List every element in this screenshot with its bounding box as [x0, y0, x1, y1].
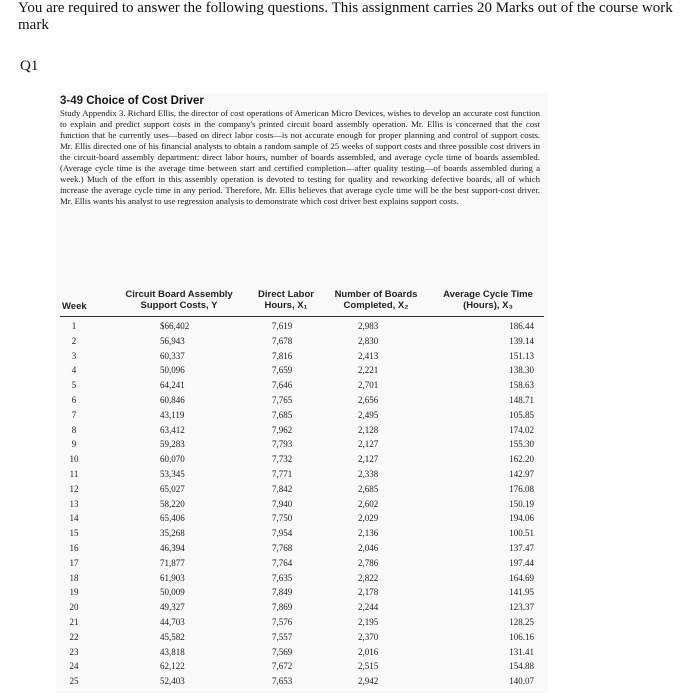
cell-average-cycle-time: 100.51	[509, 528, 534, 539]
cell-average-cycle-time: 142.97	[509, 468, 534, 479]
cell-average-cycle-time: 162.20	[509, 454, 534, 465]
cell-boards-completed: 2,127	[358, 439, 379, 450]
cell-support-costs: $66,402	[160, 321, 190, 331]
cell-boards-completed: 2,029	[358, 513, 379, 524]
header-average-cycle-time: Average Cycle Time (Hours), X₃	[443, 289, 533, 311]
cell-week: 7	[71, 409, 77, 420]
cell-support-costs: 43,818	[160, 646, 185, 657]
cell-support-costs: 60,337	[160, 350, 185, 361]
table-row	[56, 408, 548, 423]
cell-average-cycle-time: 148.71	[509, 394, 534, 405]
question-label: Q1	[20, 58, 39, 74]
cell-week: 4	[71, 365, 77, 376]
cell-direct-labor-hours: 7,653	[272, 676, 293, 687]
table-row	[56, 363, 548, 378]
table-row	[56, 497, 548, 512]
cell-boards-completed: 2,370	[358, 631, 379, 642]
cell-week: 15	[69, 528, 79, 539]
cell-support-costs: 50,096	[160, 365, 185, 376]
cell-week: 16	[69, 542, 79, 553]
cell-week: 10	[69, 454, 79, 465]
cell-direct-labor-hours: 7,771	[272, 468, 293, 479]
cell-direct-labor-hours: 7,869	[272, 602, 293, 613]
cell-direct-labor-hours: 7,842	[272, 483, 293, 494]
cell-average-cycle-time: 151.13	[509, 350, 534, 361]
cell-direct-labor-hours: 7,962	[272, 424, 293, 435]
problem-number: 3-49	[60, 95, 84, 107]
cell-week: 22	[69, 631, 79, 642]
cell-boards-completed: 2,656	[358, 394, 379, 405]
cell-average-cycle-time: 106.16	[509, 631, 534, 642]
cell-support-costs: 45,582	[160, 631, 185, 642]
cell-direct-labor-hours: 7,765	[272, 394, 293, 405]
header-support-costs: Circuit Board Assembly Support Costs, Y	[125, 289, 233, 311]
table-row	[56, 585, 548, 600]
cell-average-cycle-time: 154.88	[509, 661, 534, 672]
cell-support-costs: 60,070	[160, 454, 185, 465]
cell-boards-completed: 2,016	[358, 646, 379, 657]
cell-boards-completed: 2,338	[358, 468, 379, 479]
cell-support-costs: 62,122	[160, 661, 185, 672]
cell-support-costs: 52,403	[160, 676, 185, 687]
cell-week: 20	[69, 602, 79, 613]
cell-direct-labor-hours: 7,940	[272, 498, 293, 509]
cell-week: 19	[69, 587, 79, 598]
table-row	[56, 600, 548, 615]
cell-average-cycle-time: 186.44	[509, 321, 534, 331]
table-row	[56, 378, 548, 393]
cell-boards-completed: 2,786	[358, 557, 379, 568]
cell-support-costs: 53,345	[160, 468, 185, 479]
cell-week: 17	[69, 557, 79, 568]
cell-direct-labor-hours: 7,672	[272, 661, 293, 672]
table-row	[56, 511, 548, 526]
problem-scan	[56, 93, 548, 693]
cell-direct-labor-hours: 7,764	[272, 557, 293, 568]
cell-boards-completed: 2,178	[358, 587, 379, 598]
cell-direct-labor-hours: 7,659	[272, 365, 293, 376]
cell-week: 21	[69, 616, 79, 627]
cell-boards-completed: 2,128	[358, 424, 379, 435]
header-boards-completed: Number of Boards Completed, X₂	[334, 289, 418, 311]
table-body	[56, 319, 548, 689]
table-row	[56, 659, 548, 674]
cell-week: 3	[71, 350, 77, 361]
cell-support-costs: 49,327	[160, 602, 185, 613]
cell-support-costs: 56,943	[160, 335, 185, 346]
table-row	[56, 556, 548, 571]
cell-week: 9	[71, 439, 77, 450]
cell-boards-completed: 2,413	[358, 350, 379, 361]
cell-boards-completed: 2,046	[358, 542, 379, 553]
cell-average-cycle-time: 105.85	[509, 409, 534, 420]
cell-week: 5	[71, 380, 77, 391]
cell-support-costs: 58,220	[160, 498, 185, 509]
table-row	[56, 541, 548, 556]
cell-boards-completed: 2,942	[358, 676, 379, 687]
cell-average-cycle-time: 138.30	[509, 365, 534, 376]
table-row	[56, 674, 548, 689]
cell-average-cycle-time: 194.06	[509, 513, 534, 524]
cell-average-cycle-time: 158.63	[509, 380, 534, 391]
cell-boards-completed: 2,701	[358, 380, 379, 391]
assignment-instructions: You are required to answer the following questions. This assignment carries 20 Marks out of the course work mark	[18, 0, 673, 33]
cell-direct-labor-hours: 7,646	[272, 380, 293, 391]
cell-week: 8	[71, 424, 77, 435]
cell-direct-labor-hours: 7,576	[272, 616, 293, 627]
cell-average-cycle-time: 128.25	[509, 616, 534, 627]
cell-boards-completed: 2,983	[358, 321, 379, 331]
cell-average-cycle-time: 137.47	[509, 542, 534, 553]
cell-support-costs: 44,703	[160, 616, 185, 627]
cell-direct-labor-hours: 7,685	[272, 409, 293, 420]
cell-week: 23	[69, 646, 79, 657]
cell-support-costs: 65,027	[160, 483, 185, 494]
cell-direct-labor-hours: 7,557	[272, 631, 293, 642]
table-row	[56, 482, 548, 497]
table-row	[56, 349, 548, 364]
cell-average-cycle-time: 164.69	[509, 572, 534, 583]
cell-average-cycle-time: 140.07	[509, 676, 534, 687]
cell-direct-labor-hours: 7,635	[272, 572, 293, 583]
cell-average-cycle-time: 197.44	[509, 557, 534, 568]
cell-week: 13	[69, 498, 79, 509]
cell-boards-completed: 2,244	[358, 602, 379, 613]
cell-average-cycle-time: 139.14	[509, 335, 534, 346]
cell-boards-completed: 2,830	[358, 335, 379, 346]
cell-average-cycle-time: 150.19	[509, 498, 534, 509]
cell-boards-completed: 2,221	[358, 365, 379, 376]
cell-support-costs: 50,009	[160, 587, 185, 598]
cell-support-costs: 46,394	[160, 542, 185, 553]
cell-direct-labor-hours: 7,816	[272, 350, 293, 361]
cell-average-cycle-time: 141.95	[509, 587, 534, 598]
cell-boards-completed: 2,495	[358, 409, 379, 420]
cell-support-costs: 35,268	[160, 528, 185, 539]
table-row	[56, 645, 548, 660]
cell-week: 18	[69, 572, 79, 583]
cell-direct-labor-hours: 7,954	[272, 528, 293, 539]
cell-average-cycle-time: 123.37	[509, 602, 534, 613]
cell-boards-completed: 2,822	[358, 572, 379, 583]
cell-direct-labor-hours: 7,678	[272, 335, 293, 346]
cell-week: 12	[69, 483, 79, 494]
cell-direct-labor-hours: 7,619	[272, 321, 293, 331]
cell-week: 6	[71, 394, 77, 405]
cell-support-costs: 64,241	[160, 380, 185, 391]
cell-boards-completed: 2,136	[358, 528, 379, 539]
cell-week: 24	[69, 661, 79, 672]
cell-week: 1	[71, 321, 77, 331]
problem-title-text: Choice of Cost Driver	[86, 95, 204, 107]
cell-week: 14	[69, 513, 79, 524]
cell-boards-completed: 2,602	[358, 498, 379, 509]
table-row	[56, 452, 548, 467]
header-direct-labor-hours: Direct Labor Hours, X₁	[258, 289, 314, 311]
cell-average-cycle-time: 131.41	[509, 646, 534, 657]
problem-body: Study Appendix 3. Richard Ellis, the director of cost operations of American Micro Devices, wishes to develop an accurate cost function to explain and predict support costs in the company's printed circuit board assembly operation. Mr. Ellis is concerned that the cost function that he currently uses—based on direct labor costs—is not accurate enough for proper planning and control of support costs. Mr. Ellis directed one of his financial analysts to obtain a random sample of 25 weeks of support costs and three possible cost drivers in the circuit-board assembly department: direct labor hours, number of boards assembled, and average cycle time of boards assembled. (Average cycle time is the average time between start and certified completion—after quality testing—of boards assembled during a week.) Much of the effort in this assembly operation is devoted to testing for quality and reworking defective boards, all of which increase the average cycle time in any period. Therefore, Mr. Ellis believes that average cycle time will be the best support-cost driver. Mr. Ellis wants his analyst to use regression analysis to demonstrate which cost driver best explains support costs.	[60, 108, 540, 206]
cell-average-cycle-time: 155.30	[509, 439, 534, 450]
cell-support-costs: 43,119	[160, 409, 185, 420]
cell-direct-labor-hours: 7,768	[272, 542, 293, 553]
cell-boards-completed: 2,195	[358, 616, 379, 627]
table-row	[56, 437, 548, 452]
cell-support-costs: 71,877	[160, 557, 185, 568]
cell-support-costs: 61,903	[160, 572, 185, 583]
table-row	[56, 571, 548, 586]
cell-boards-completed: 2,515	[358, 661, 379, 672]
problem-title	[60, 95, 204, 107]
header-week: Week	[62, 301, 87, 312]
cell-support-costs: 59,283	[160, 439, 185, 450]
cell-average-cycle-time: 176.08	[509, 483, 534, 494]
cell-average-cycle-time: 174.02	[509, 424, 534, 435]
cell-boards-completed: 2,127	[358, 454, 379, 465]
cell-direct-labor-hours: 7,750	[272, 513, 293, 524]
table-row	[56, 393, 548, 408]
table-header	[56, 289, 548, 317]
table-row	[56, 467, 548, 482]
cell-support-costs: 65,406	[160, 513, 185, 524]
table-row	[56, 615, 548, 630]
table-row	[56, 630, 548, 645]
cell-week: 25	[69, 676, 79, 687]
cell-direct-labor-hours: 7,849	[272, 587, 293, 598]
table-row	[56, 526, 548, 541]
cell-direct-labor-hours: 7,732	[272, 454, 293, 465]
cell-week: 11	[69, 468, 79, 479]
table-row	[56, 423, 548, 438]
table-row	[56, 334, 548, 349]
header-rule	[60, 316, 544, 317]
cell-direct-labor-hours: 7,793	[272, 439, 293, 450]
cell-support-costs: 60,846	[160, 394, 185, 405]
table-row	[56, 319, 548, 334]
cell-week: 2	[71, 335, 77, 346]
cell-support-costs: 63,412	[160, 424, 185, 435]
cell-direct-labor-hours: 7,569	[272, 646, 293, 657]
cell-boards-completed: 2,685	[358, 483, 379, 494]
